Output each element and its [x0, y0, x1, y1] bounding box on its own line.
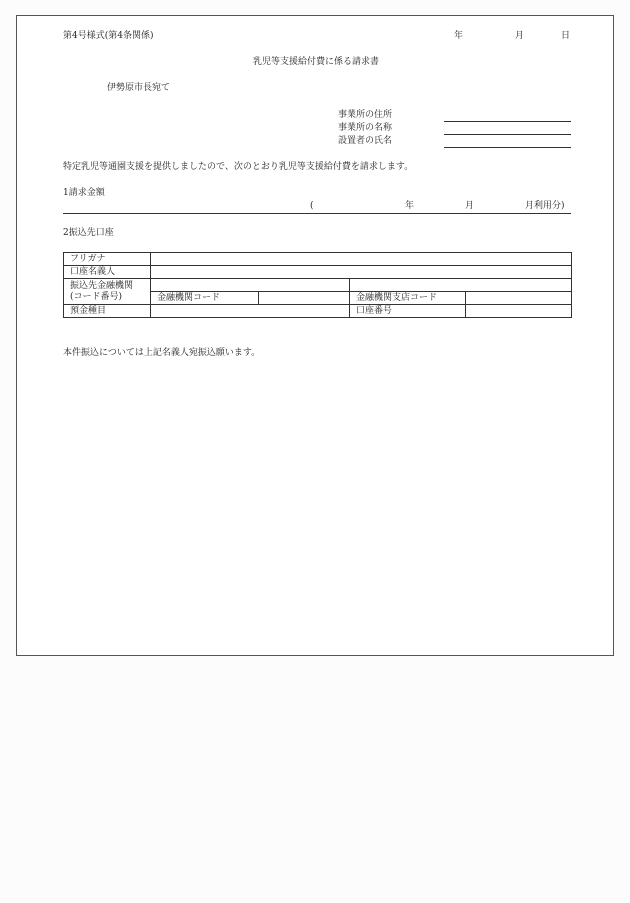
branch-name-field[interactable] — [350, 279, 572, 292]
business-name-label: 事業所の名称 — [338, 123, 393, 133]
period-month-label: 月 — [465, 201, 475, 211]
table-row — [64, 305, 572, 318]
table-row — [64, 266, 572, 279]
bank-code-field[interactable] — [259, 292, 350, 305]
bank-account-table — [63, 252, 572, 318]
bank-label-line2: (コード番号) — [70, 291, 123, 302]
period-year-label: 年 — [405, 201, 415, 211]
bank-code-label: 金融機関コード — [151, 292, 259, 305]
bank-name-field[interactable] — [151, 279, 350, 292]
deposit-type-field[interactable] — [151, 305, 350, 318]
bank-label-line1: 振込先金融機関 — [70, 280, 134, 291]
address-field[interactable] — [444, 121, 571, 122]
claim-statement: 特定乳児等通園支援を提供しましたので、次のとおり乳児等支援給付費を請求します。 — [63, 162, 414, 172]
account-holder-field[interactable] — [151, 266, 572, 279]
addressee: 伊勢原市長宛て — [107, 83, 171, 93]
period-open-paren: ( — [310, 201, 314, 211]
bank-account-heading: 2振込先口座 — [63, 228, 114, 238]
form-number: 第4号様式(第4条関係) — [63, 31, 154, 41]
owner-name-field[interactable] — [444, 147, 571, 148]
period-suffix: 月利用分) — [525, 201, 565, 211]
form-title: 乳児等支援給付費に係る請求書 — [252, 57, 379, 67]
branch-code-field[interactable] — [466, 292, 572, 305]
date-month-label: 月 — [515, 31, 525, 41]
bank-label — [64, 279, 151, 305]
account-number-label: 口座番号 — [350, 305, 466, 318]
address-label: 事業所の住所 — [338, 110, 393, 120]
table-row — [64, 253, 572, 266]
claim-amount-heading: 1請求金額 — [63, 188, 105, 198]
furigana-label: フリガナ — [64, 253, 151, 266]
table-row — [64, 279, 572, 292]
branch-code-label: 金融機関支店コード — [350, 292, 466, 305]
deposit-type-label: 預金種目 — [64, 305, 151, 318]
date-year-label: 年 — [454, 31, 464, 41]
form-sheet — [16, 15, 614, 656]
business-name-field[interactable] — [444, 134, 571, 135]
owner-name-label: 設置者の氏名 — [338, 136, 393, 146]
date-day-label: 日 — [561, 31, 571, 41]
claim-amount-line[interactable] — [63, 213, 571, 214]
account-holder-label: 口座名義人 — [64, 266, 151, 279]
account-number-field[interactable] — [466, 305, 572, 318]
footer-note: 本件振込については上記名義人宛振込願います。 — [63, 348, 261, 358]
furigana-field[interactable] — [151, 253, 572, 266]
